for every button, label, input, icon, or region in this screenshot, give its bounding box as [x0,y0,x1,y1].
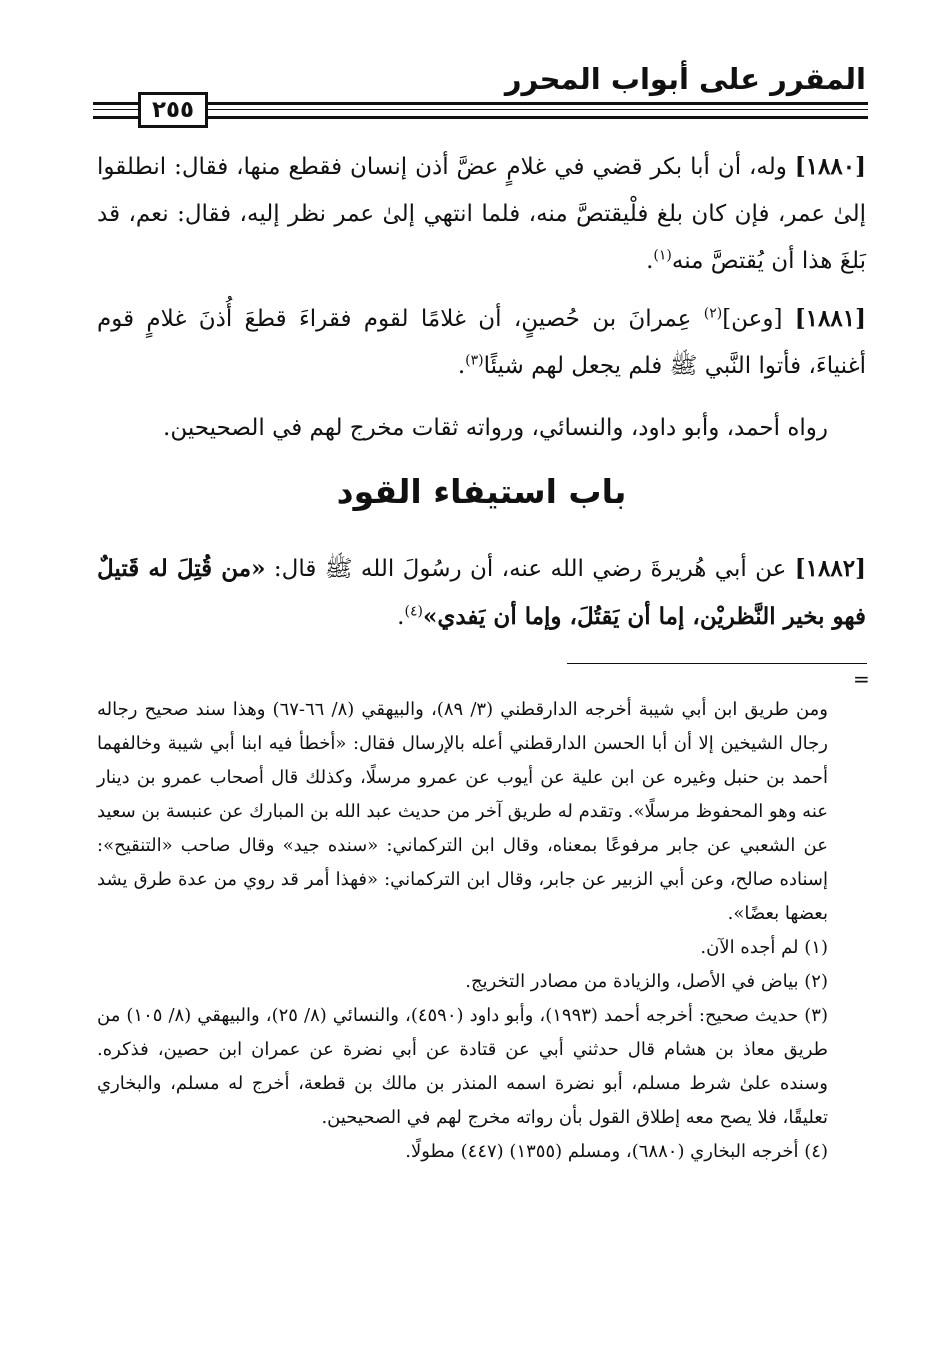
header-rule-middle [93,109,868,110]
footnote-ref: (١) [653,247,672,264]
hadith-1880 [97,143,866,285]
footnote-ref: (٤) [404,603,423,620]
period: . [646,248,654,274]
footnote-3: (٣) حديث صحيح: أخرجه أحمد (١٩٩٣)، وأبو داود (٤٥٩٠)، والنسائي (٨/ ٢٥)، والبيهقي (٨/ ١٠٥) من طريق معاذ بن هشام قال حدثني أبي عن قتادة عن أبي نضرة عن عمران ابن حصين، فذكره. وسنده علىٰ شرط مسلم، أبو نضرة اسمه المنذر بن مالك بن قطعة، أخرج له مسلم، والبخاري تعليقًا، فلا يصح معه إطلاق القول بأن رواته مخرج لهم في الصحيحين. [97,1005,828,1128]
narration-text: رواه أحمد، وأبو داود، والنسائي، ورواته ثقات مخرج لهم في الصحيحين. [163,415,828,441]
hadith-1882 [97,545,866,641]
period: . [457,353,466,379]
header-rule-bottom [93,116,868,119]
hadith-text: وله، أن أبا بكر قضي في غلامٍ عضَّ أذن إنسان فقطع منها، فقال: انطلقوا إلىٰ عمر، فإن كان بلغ فلْيقتصَّ منه، فلما انتهي إلىٰ عمر نظر إليه، فقال: نعم، قد بَلغَ هذا أن يُقتصَّ منه [97,154,866,274]
hadith-text: عِمرانَ بن حُصينٍ، أن غلامًا لقوم فقراءَ قطعَ أُذنَ غلامٍ قوم أغنياءَ، فأتوا النَّبي ﷺ فلم يجعل لهم شيئًا [97,306,866,379]
hadith-number: [١٨٨٢] [794,555,866,582]
chapter-heading: باب استيفاء القود [336,472,627,511]
footnote-ref: (٣) [465,352,484,369]
footnote-4: (٤) أخرجه البخاري (٦٨٨٠)، ومسلم (١٣٥٥) (٤٤٧) مطولًا. [405,1141,828,1162]
continuation-mark: = [853,667,870,691]
footnote-1: (١) لم أجده الآن. [700,937,828,958]
header-rule-top [93,102,868,105]
footnote-continuation: ومن طريق ابن أبي شيبة أخرجه الدارقطني (٣/ ٨٩)، والبيهقي (٨/ ٦٦-٦٧) وهذا سند صحيح رجاله رجال الشيخين إلا أن أبا الحسن الدارقطني أعله بالإرسال فقال: «أخطأ فيه ابنا أبي شيبة وخالفهما أحمد بن حنبل وغيره عن ابن علية عن أيوب عن عمرو مرسلًا، وكذلك قال أصحاب عمرو بن دينار عنه وهو المحفوظ مرسلًا». وتقدم له طريق آخر من حديث عبد الله بن المبارك عن عنبسة بن سعيد عن الشعبي عن جابر مرفوعًا بمعناه، وقال ابن التركماني: «سنده جيد» وقال صاحب «التنقيح»: إسناده صالح، وعن أبي الزبير عن جابر، وقال ابن التركماني: «فهذا أمر قد روي من عدة طرق يشد بعضها بعضًا». [97,699,828,924]
footnote-ref: (٢) [703,305,723,322]
footnote-separator [567,663,867,664]
running-title: المقرر على أبواب المحرر [504,62,866,96]
hadith-number: [١٨٨٠] [794,153,866,180]
footnote-2: (٢) بياض في الأصل، والزيادة من مصادر التخريج. [465,971,828,992]
hadith-quote: «من قُتِلَ له قَتيلٌ فهو بخير النَّظريْن، إما أن يَقتُلَ، وإما أن يَفدي» [97,555,866,630]
period: . [397,604,405,630]
hadith-number: [١٨٨١] [794,305,866,332]
page-number: ٢٥٥ [138,92,208,128]
hadith-prefix: [وعن] [722,306,795,332]
hadith-text: عن أبي هُريرةَ رضي الله عنه، أن رسُولَ الله ﷺ قال: [265,556,795,582]
narration-note [97,405,866,452]
footnotes [97,693,866,1169]
hadith-1881 [97,295,866,390]
